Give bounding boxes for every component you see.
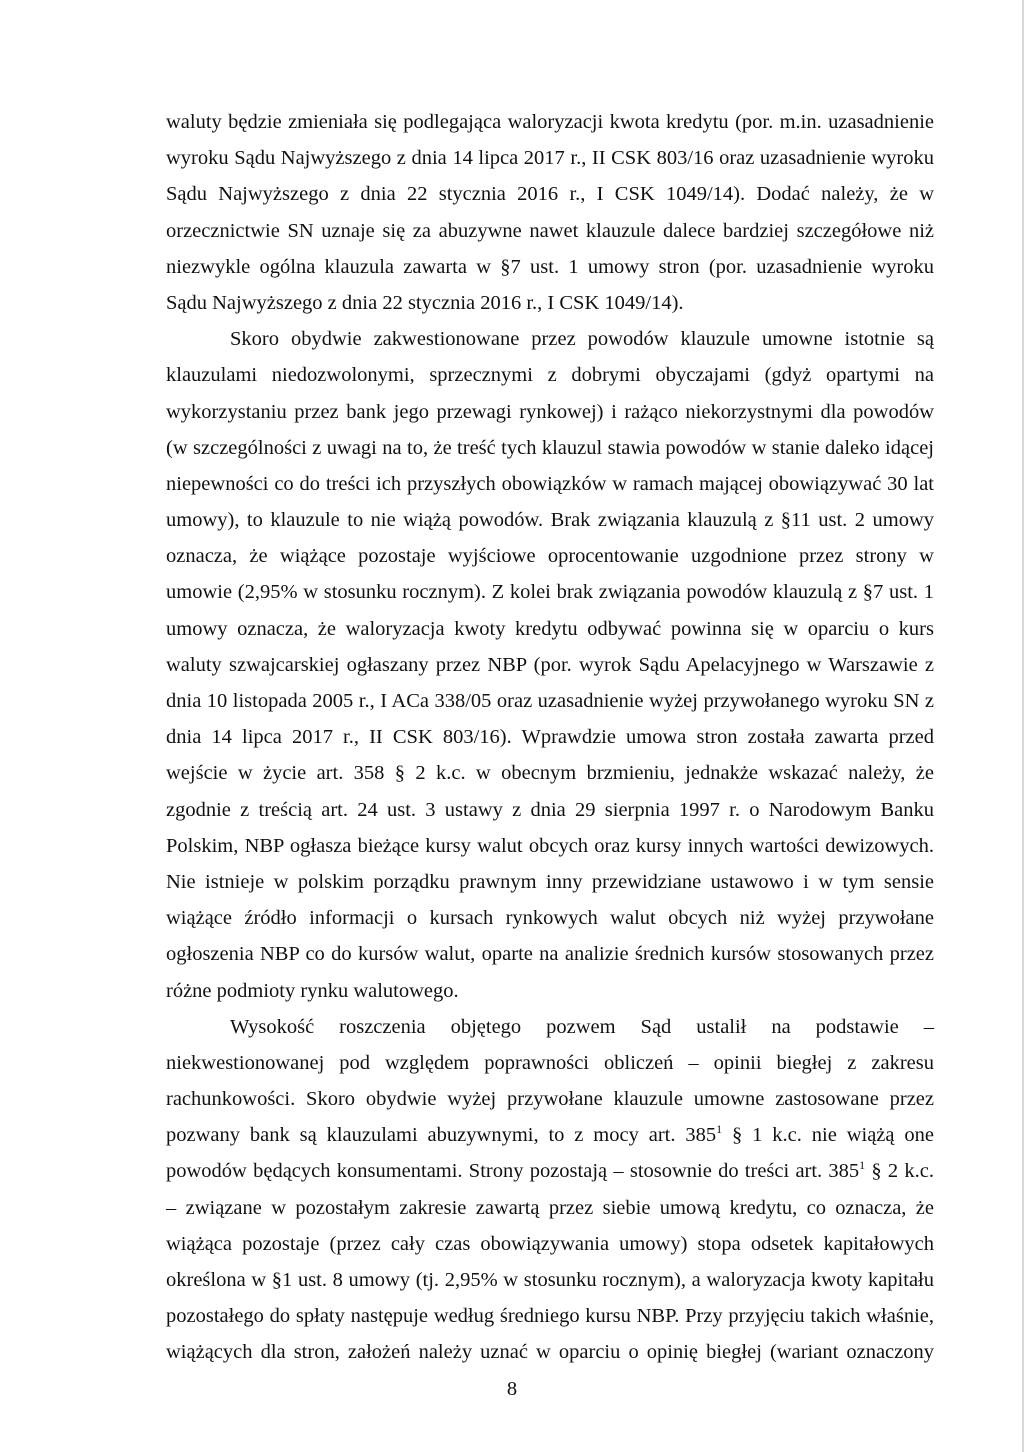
text-line: Sądu Najwyższego z dnia 22 stycznia 2016 r., I CSK 1049/14). Dodać należy, że w [166, 183, 934, 206]
text-line [166, 1117, 934, 1153]
text-line: niekwestionowanej pod względem poprawności obliczeń – opinii biegłej z zakresu [166, 1051, 934, 1074]
text-line: wiążących dla stron, założeń należy uznać w oparciu o opinię biegłej (wariant oznaczony [166, 1341, 934, 1364]
text-line: niepewności co do treści ich przyszłych obowiązków w ramach mającej obowiązywać 30 lat [166, 472, 934, 495]
superscript: 1 [859, 1158, 866, 1173]
line-segment: § 2 k.c. [865, 1160, 934, 1183]
text-line: określona w §1 ust. 8 umowy (tj. 2,95% w stosunku rocznym), a waloryzacja kwoty kapitału [166, 1269, 934, 1291]
text-line: różne podmioty rynku walutowego. [166, 979, 459, 1002]
text-line: pozostałego do spłaty następuje według średniego kursu NBP. Przy przyjęciu takich właśnie, [166, 1305, 934, 1328]
text-line: klauzulami niedozwolonymi, sprzecznymi z dobrymi obyczajami (gdyż opartymi na [166, 364, 934, 387]
text-line: Skoro obydwie zakwestionowane przez powodów klauzule umowne istotnie są [230, 328, 934, 351]
text-line: waluty szwajcarskiej ogłaszany przez NBP (por. wyrok Sądu Apelacyjnego w Warszawie z [166, 653, 934, 676]
text-line: rachunkowości. Skoro obydwie wyżej przywołane klauzule umowne zastosowane przez [166, 1088, 934, 1111]
superscript: 1 [716, 1122, 723, 1137]
line-segment: § 1 k.c. nie wiążą one [722, 1124, 934, 1147]
text-line: zgodnie z treścią art. 24 ust. 3 ustawy z dnia 29 sierpnia 1997 r. o Narodowym Banku [166, 798, 934, 821]
text-line: umowie (2,95% w stosunku rocznym). Z kolei brak związania powodów klauzulą z §7 ust. 1 [166, 581, 934, 604]
line-segment: powodów będących konsumentami. Strony pozostają – stosownie do treści art. 385 [166, 1160, 860, 1183]
document-body [166, 104, 934, 1371]
text-line: waluty będzie zmieniała się podlegająca waloryzacji kwota kredytu (por. m.in. uzasadnienie [166, 111, 934, 133]
page-number: 8 [506, 1378, 518, 1400]
text-line [166, 1153, 934, 1189]
text-line: umowy oznacza, że waloryzacja kwoty kredytu odbywać powinna się w oparciu o kurs [166, 617, 934, 640]
text-line: Nie istnieje w polskim porządku prawnym inny przewidziane ustawowo i w tym sensie [166, 870, 934, 893]
text-line: dnia 10 listopada 2005 r., I ACa 338/05 oraz uzasadnienie wyżej przywołanego wyroku SN z [166, 690, 934, 712]
text-line: wyroku Sądu Najwyższego z dnia 14 lipca 2017 r., II CSK 803/16 oraz uzasadnienie wyroku [166, 147, 934, 170]
text-line: wiążąca pozostaje (przez cały czas obowiązywania umowy) stopa odsetek kapitałowych [166, 1232, 934, 1255]
text-line: wiążące źródło informacji o kursach rynkowych walut obcych niż wyżej przywołane [166, 907, 934, 930]
text-line: Sądu Najwyższego z dnia 22 stycznia 2016 r., I CSK 1049/14). [166, 291, 684, 314]
text-line: (w szczególności z uwagi na to, że treść tych klauzul stawia powodów w stanie daleko idącej [166, 436, 934, 459]
paragraph [166, 1009, 934, 1371]
text-line: umowy), to klauzule to nie wiążą powodów. Brak związania klauzulą z §11 ust. 2 umowy [166, 509, 934, 532]
text-line: wejście w życie art. 358 § 2 k.c. w obecnym brzmieniu, jednakże wskazać należy, że [166, 762, 934, 785]
text-line: wykorzystaniu przez bank jego przewagi rynkowej) i rażąco niekorzystnymi dla powodów [166, 400, 934, 423]
text-line: oznacza, że wiążące pozostaje wyjściowe oprocentowanie uzgodnione przez strony w [166, 545, 934, 568]
text-line: – związane w pozostałym zakresie zawartą przez siebie umową kredytu, co oznacza, że [166, 1196, 934, 1219]
paragraph [166, 104, 934, 321]
text-line: dnia 14 lipca 2017 r., II CSK 803/16). Wprawdzie umowa stron została zawarta przed [166, 726, 934, 749]
text-line: Polskim, NBP ogłasza bieżące kursy walut obcych oraz kursy innych wartości dewizowych. [166, 834, 934, 857]
line-segment: pozwany bank są klauzulami abuzywnymi, to z mocy art. 385 [166, 1124, 717, 1147]
text-line: ogłoszenia NBP co do kursów walut, oparte na analizie średnich kursów stosowanych przez [166, 943, 934, 966]
paragraph [166, 321, 934, 1009]
text-line: niezwykle ogólna klauzula zawarta w §7 ust. 1 umowy stron (por. uzasadnienie wyroku [166, 255, 934, 278]
text-line: orzecznictwie SN uznaje się za abuzywne nawet klauzule dalece bardziej szczegółowe niż [166, 219, 934, 242]
text-line: Wysokość roszczenia objętego pozwem Sąd ustalił na podstawie – [230, 1015, 934, 1038]
